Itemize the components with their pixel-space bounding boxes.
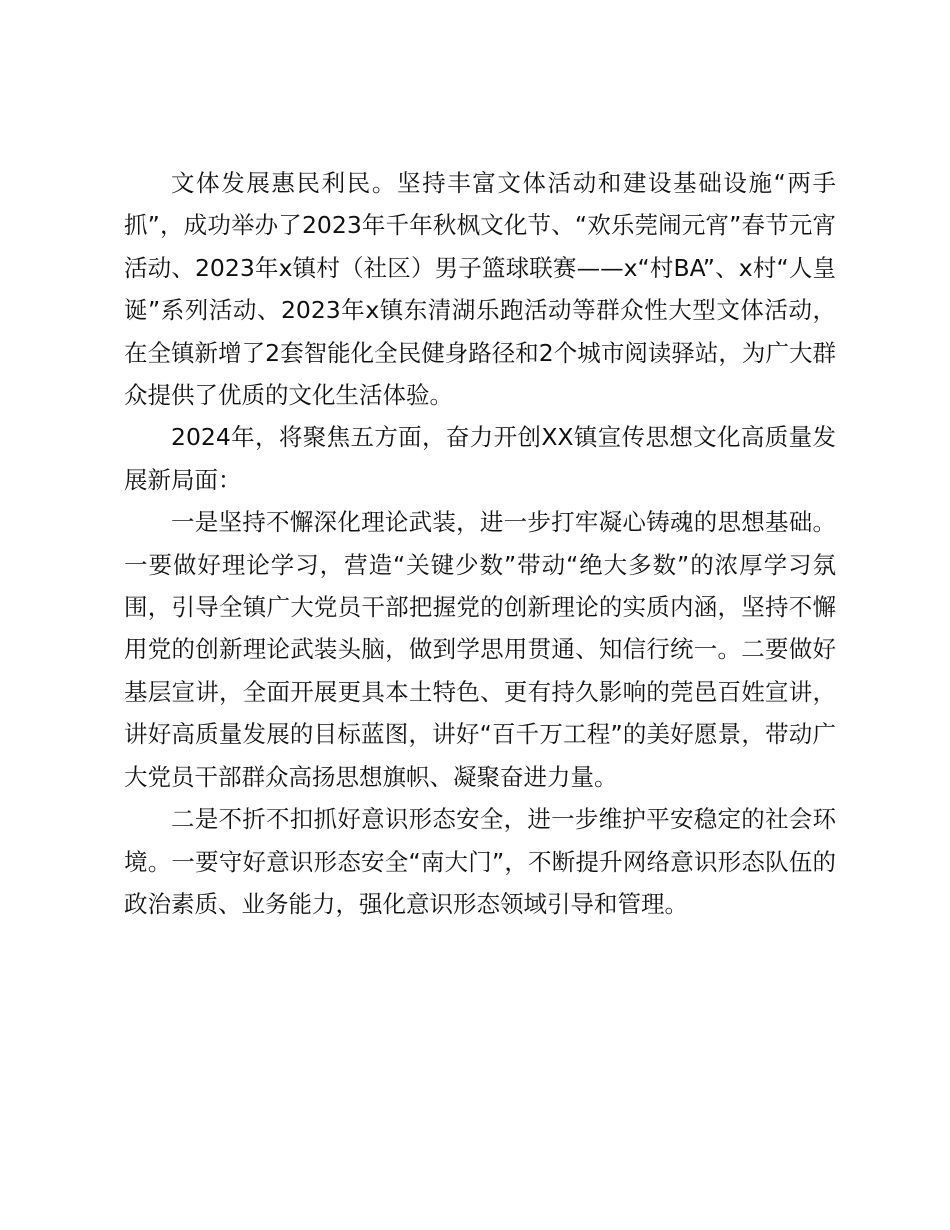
paragraph-culture-sports: 文体发展惠民利民。坚持丰富文体活动和建设基础设施“两手抓”，成功举办了2023年千年秋枫文化节、“欢乐莞闹元宵”春节元宵活动、2023年x镇村（社区）男子篮球联赛——x“村BA”、x村“人皇诞”系列活动、2023年x镇东清湖乐跑活动等群众性大型文体活动，在全镇新增了2套智能化全民健身路径和2个城市阅读驿站，为广大群众提供了优质的文化生活体验。 bbox=[124, 169, 836, 410]
paragraph-2024-plan: 2024年，将聚焦五方面，奋力开创XX镇宣传思想文化高质量发展新局面： bbox=[124, 423, 836, 494]
paragraph-theory-armament: 一是坚持不懈深化理论武装，进一步打牢凝心铸魂的思想基础。一要做好理论学习，营造“关键少数”带动“绝大多数”的浓厚学习氛围，引导全镇广大党员干部把握党的创新理论的实质内涵，坚持不懈用党的创新理论武装头脑，做到学思用贯通、知信行统一。二要做好基层宣讲，全面开展更具本土特色、更有持久影响的莞邑百姓宣讲，讲好高质量发展的目标蓝图，讲好“百千万工程”的美好愿景，带动广大党员干部群众高扬思想旗帜、凝聚奋进力量。 bbox=[124, 508, 836, 791]
paragraph-ideology-security: 二是不折不扣抓好意识形态安全，进一步维护平安稳定的社会环境。一要守好意识形态安全“南大门”，不断提升网络意识形态队伍的政治素质、业务能力，强化意识形态领域引导和管理。 bbox=[124, 805, 836, 918]
document-body bbox=[124, 162, 836, 925]
